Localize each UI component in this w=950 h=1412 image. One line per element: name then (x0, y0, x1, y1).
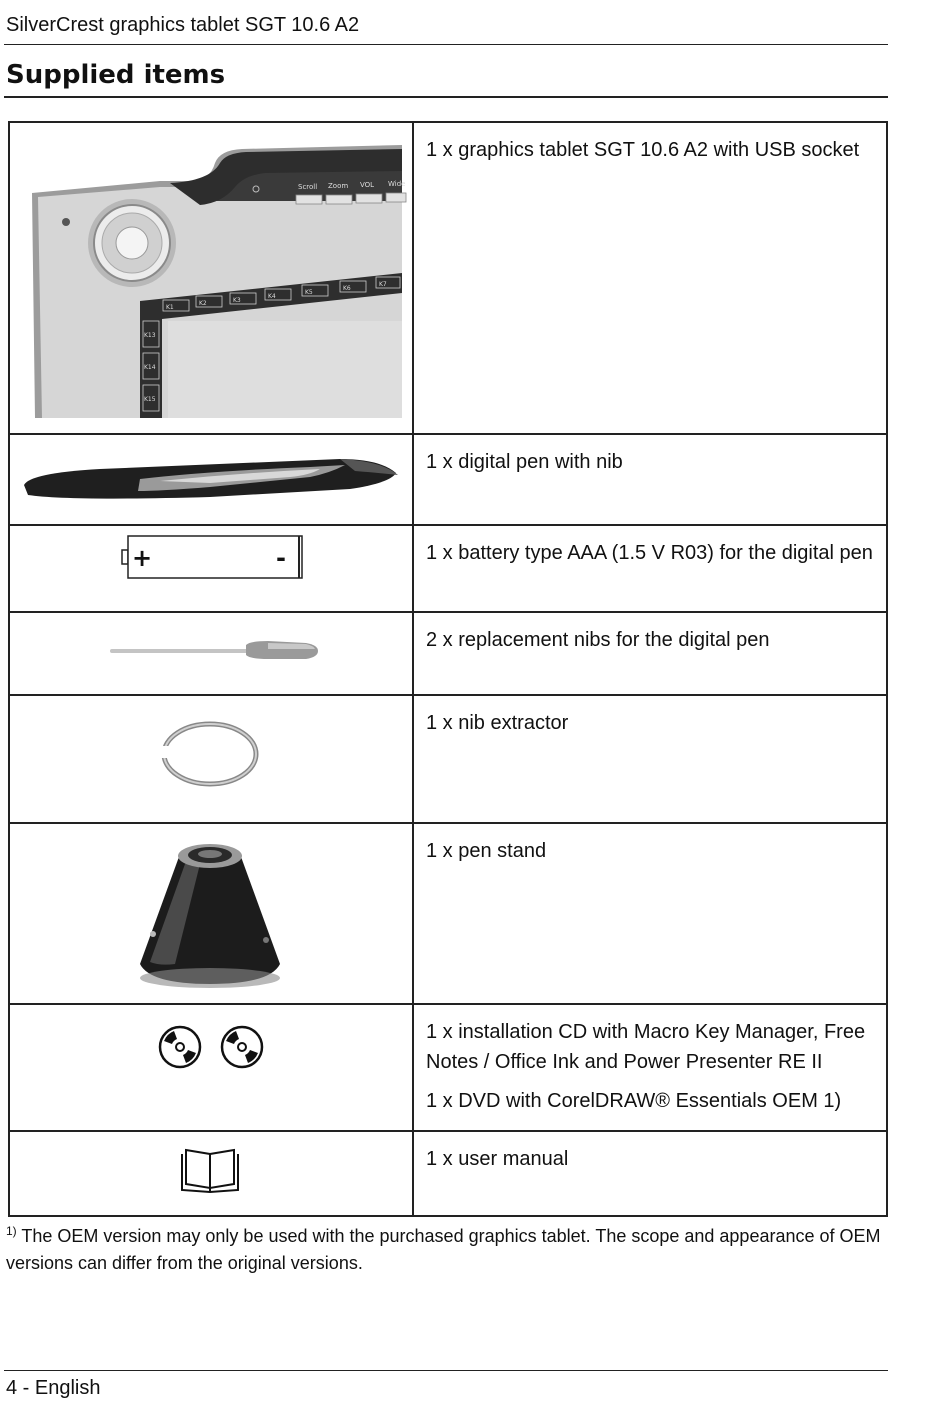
item-description: 2 x replacement nibs for the digital pen (426, 629, 770, 651)
description-cell (413, 434, 887, 525)
item-description: 1 x graphics tablet SGT 10.6 A2 with USB socket (426, 139, 860, 161)
description-cell (413, 122, 887, 434)
tablet-key-label: K7 (379, 281, 387, 288)
battery-plus-label: + (132, 544, 153, 572)
image-cell (9, 823, 413, 1004)
nib-image (10, 613, 410, 689)
pen-stand-image (10, 824, 410, 998)
table-row (9, 1004, 887, 1131)
table-row (9, 122, 887, 434)
section-title: Supplied items (6, 60, 226, 90)
image-cell (9, 1131, 413, 1216)
image-cell (9, 1004, 413, 1131)
cd-icon (10, 1005, 410, 1125)
footnote (6, 1218, 886, 1277)
item-description: 1 x DVD with CorelDRAW® Essentials OEM 1) (426, 1090, 842, 1112)
table-row (9, 823, 887, 1004)
tablet-key-label: K15 (144, 396, 156, 403)
battery-image (10, 526, 410, 606)
nib-extractor-image (10, 696, 410, 817)
item-description: 1 x pen stand (426, 840, 547, 862)
tablet-button-label: Scroll (298, 183, 318, 191)
tablet-button-label: Wide (388, 180, 406, 188)
header-rule (4, 44, 888, 45)
item-description: 1 x nib extractor (426, 712, 569, 734)
pen-image (10, 435, 410, 519)
tablet-image (10, 123, 410, 428)
tablet-key-label: K4 (268, 293, 276, 300)
page-footer: 4 - English (6, 1377, 101, 1399)
tablet-key-label: K6 (343, 285, 351, 292)
supplied-items-table (8, 121, 888, 1217)
tablet-key-label: K1 (166, 304, 174, 311)
footer-rule (4, 1370, 888, 1371)
tablet-key-label: K3 (233, 297, 241, 304)
description-cell (413, 823, 887, 1004)
image-cell (9, 434, 413, 525)
item-description: 1 x battery type AAA (1.5 V R03) for the digital pen (426, 542, 873, 564)
image-cell (9, 525, 413, 612)
footnote-text: The OEM version may only be used with the purchased graphics tablet. The scope and appearance of OEM versions can differ from the original versions. (6, 1226, 881, 1273)
table-row (9, 525, 887, 612)
document-header: SilverCrest graphics tablet SGT 10.6 A2 (6, 14, 360, 36)
table-row (9, 695, 887, 823)
item-description: 1 x user manual (426, 1148, 569, 1170)
image-cell (9, 122, 413, 434)
table-row (9, 1131, 887, 1216)
description-cell (413, 1131, 887, 1216)
title-rule (4, 96, 888, 98)
table-row (9, 434, 887, 525)
tablet-button-label: Zoom (328, 182, 349, 190)
table-row (9, 612, 887, 695)
description-cell (413, 525, 887, 612)
description-cell (413, 695, 887, 823)
battery-minus-label: - (276, 544, 286, 572)
footnote-marker: 1) (6, 1224, 17, 1238)
tablet-key-label: K13 (144, 332, 156, 339)
item-description: 1 x installation CD with Macro Key Manager, Free Notes / Office Ink and Power Presenter RE II (426, 1021, 866, 1073)
tablet-key-label: K5 (305, 289, 313, 296)
tablet-key-label: K14 (144, 364, 156, 371)
description-cell (413, 1004, 887, 1131)
tablet-key-label: K2 (199, 300, 207, 307)
description-cell (413, 612, 887, 695)
item-description: 1 x digital pen with nib (426, 451, 623, 473)
image-cell (9, 612, 413, 695)
image-cell (9, 695, 413, 823)
book-icon (10, 1132, 410, 1210)
tablet-button-label: VOL (360, 181, 375, 189)
